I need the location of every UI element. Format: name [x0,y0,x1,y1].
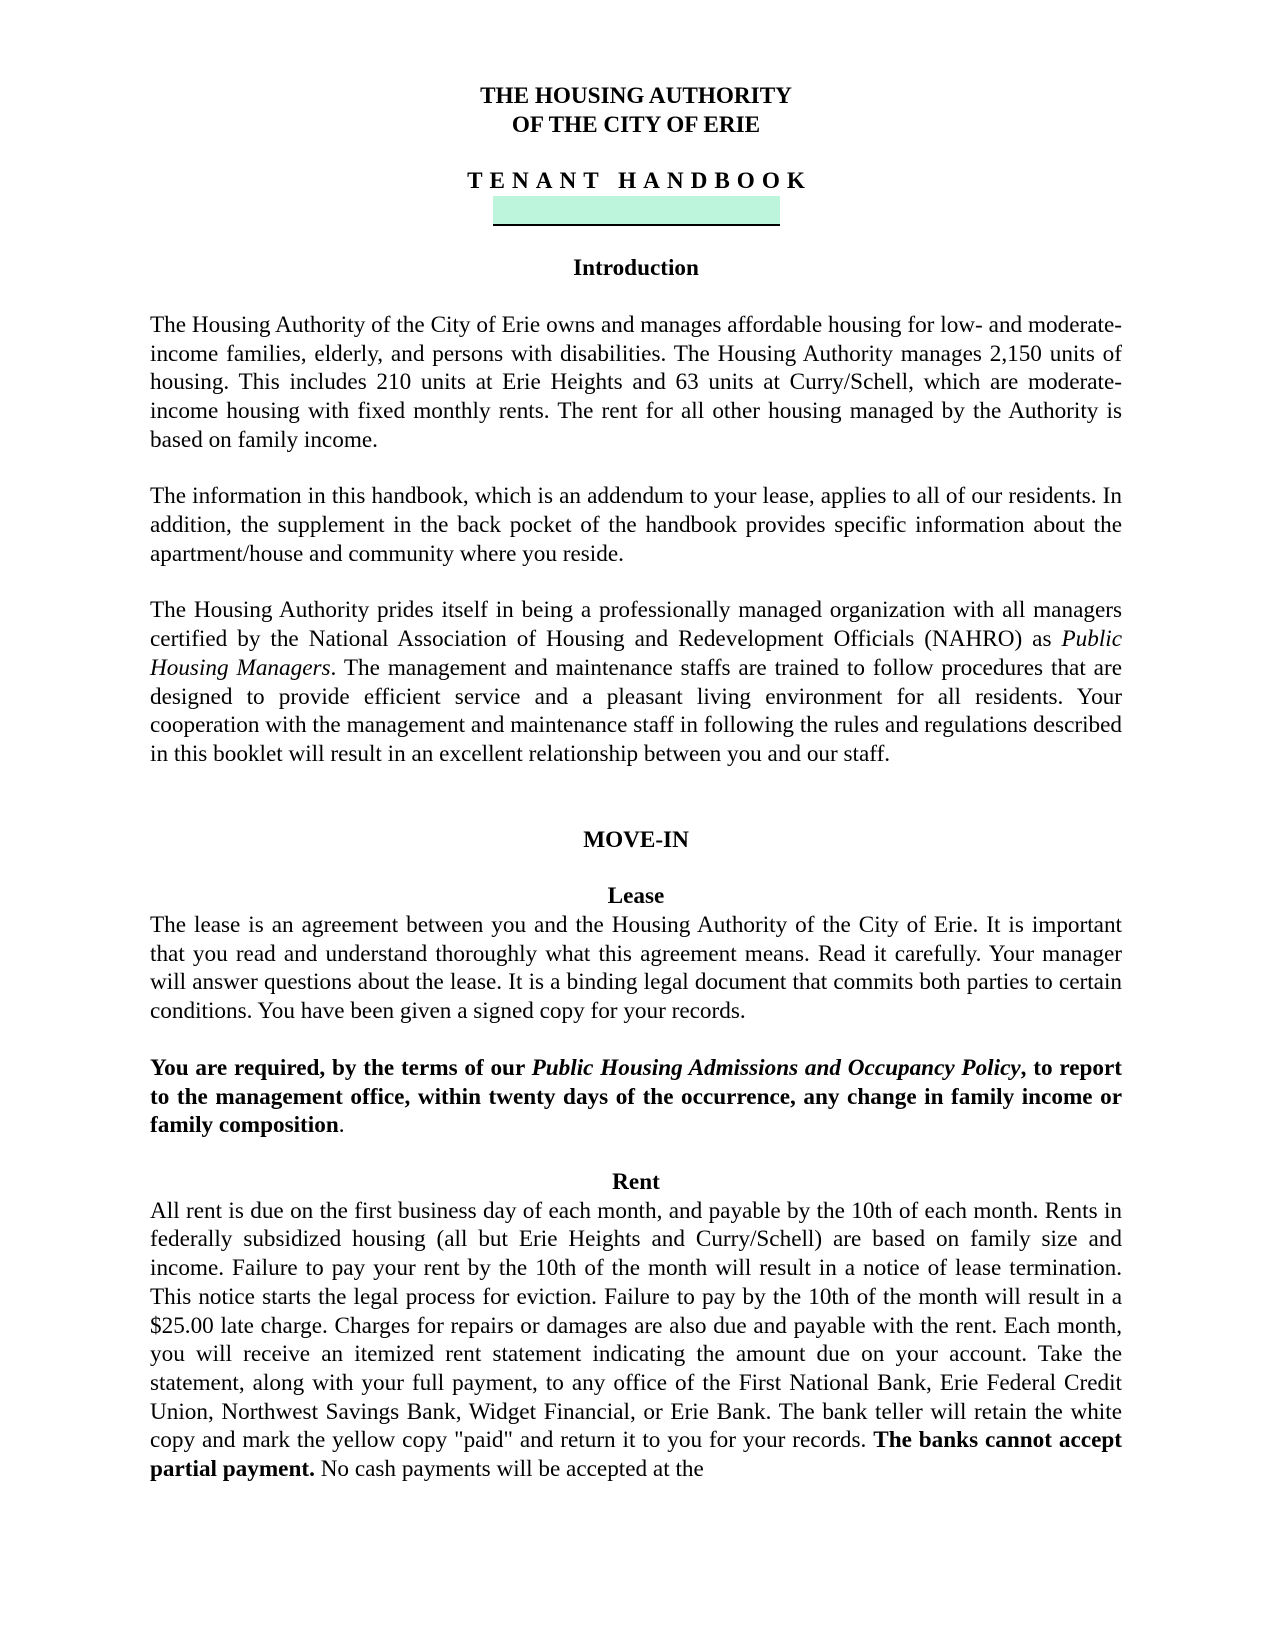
intro-p3-text-b: . The management and maintenance staffs are trained to follow procedures that are designed to provide efficient service and a pleasant living environment for all residents. Your cooperation with the management and maintenance staff in following the rules and regulations described in this booklet will result in an excellent relationship between you and our staff. [150,654,1122,767]
title-line-2: OF THE CITY OF ERIE [511,111,761,138]
intro-paragraph-1: The Housing Authority of the City of Erie owns and manages affordable housing for low- and moderate-income families, elderly, and persons with disabilities. The Housing Authority manages 2,150 units of housing. This includes 210 units at Erie Heights and 63 units at Curry/Schell, which are moderate-income housing with fixed monthly rents. The rent for all other housing managed by the Authority is based on family income. [150,311,1122,453]
handbook-title: TENANT HANDBOOK [467,168,812,195]
lease-paragraph-1: The lease is an agreement between you and the Housing Authority of the City of Erie. It is important that you read and understand thoroughly what this agreement means. Read it carefully. Your manager will answer questions about the lease. It is a binding legal document that commits both parties to certain conditions. You have been given a signed copy for your records. [150,912,1122,1025]
rent-bold-notice: The banks cannot accept partial payment. [150,1427,1122,1483]
move-in-heading: MOVE-IN [583,826,689,853]
intro-heading: Introduction [573,255,699,282]
intro-p3-text-a: The Housing Authority prides itself in being a professionally managed organization with all managers certified by the National Association of Housing and Redevelopment Officials (NAHRO) as [150,597,1122,653]
lease-notice-italic: Public Housing Admissions and Occupancy Policy [531,1054,1021,1081]
rent-text-a: All rent is due on the first business day of each month, and payable by the 10th of each month. Rents in federally subsidized housing (all but Erie Heights and Curry/Schell) are based on family size and income. Failure to pay your rent by the 10th of the month will result in a notice of lease termination. This notice starts the legal process for eviction. Failure to pay by the 10th of the month will result in a $25.00 late charge. Charges for repairs or damages are also due and payable with the rent. Each month, you will receive an itemized rent statement indicating the amount due on your account. Take the statement, along with your full payment, to any office of the First National Bank, Erie Federal Credit Union, Northwest Savings Bank, Widget Financial, or Erie Bank. The bank teller will retain the white copy and mark the yellow copy "paid" and return it to you for your records. [150,1197,1122,1454]
rent-paragraph-1 [150,1197,1122,1484]
rent-heading: Rent [612,1168,660,1195]
intro-paragraph-3 [150,596,1122,768]
intro-p3-italic: Public Housing Managers [150,626,1122,681]
document-page [150,82,1122,1484]
lease-heading: Lease [607,883,665,910]
title-line-1: THE HOUSING AUTHORITY [480,83,792,109]
rent-text-b: No cash payments will be accepted at the [314,1456,704,1483]
lease-notice-text-a: You are required, by the terms of our [150,1054,532,1081]
handbook-highlight-bar [493,196,780,226]
intro-paragraph-2: The information in this handbook, which is an addendum to your lease, applies to all of our residents. In addition, the supplement in the back pocket of the handbook provides specific information about the apartment/house and community where you reside. [150,483,1122,567]
lease-notice-paragraph [150,1054,1122,1140]
lease-notice-text-b: , to report to the management office, within twenty days of the occurrence, any change in family income or family composition [150,1054,1122,1139]
lease-notice-end: . [338,1112,345,1139]
